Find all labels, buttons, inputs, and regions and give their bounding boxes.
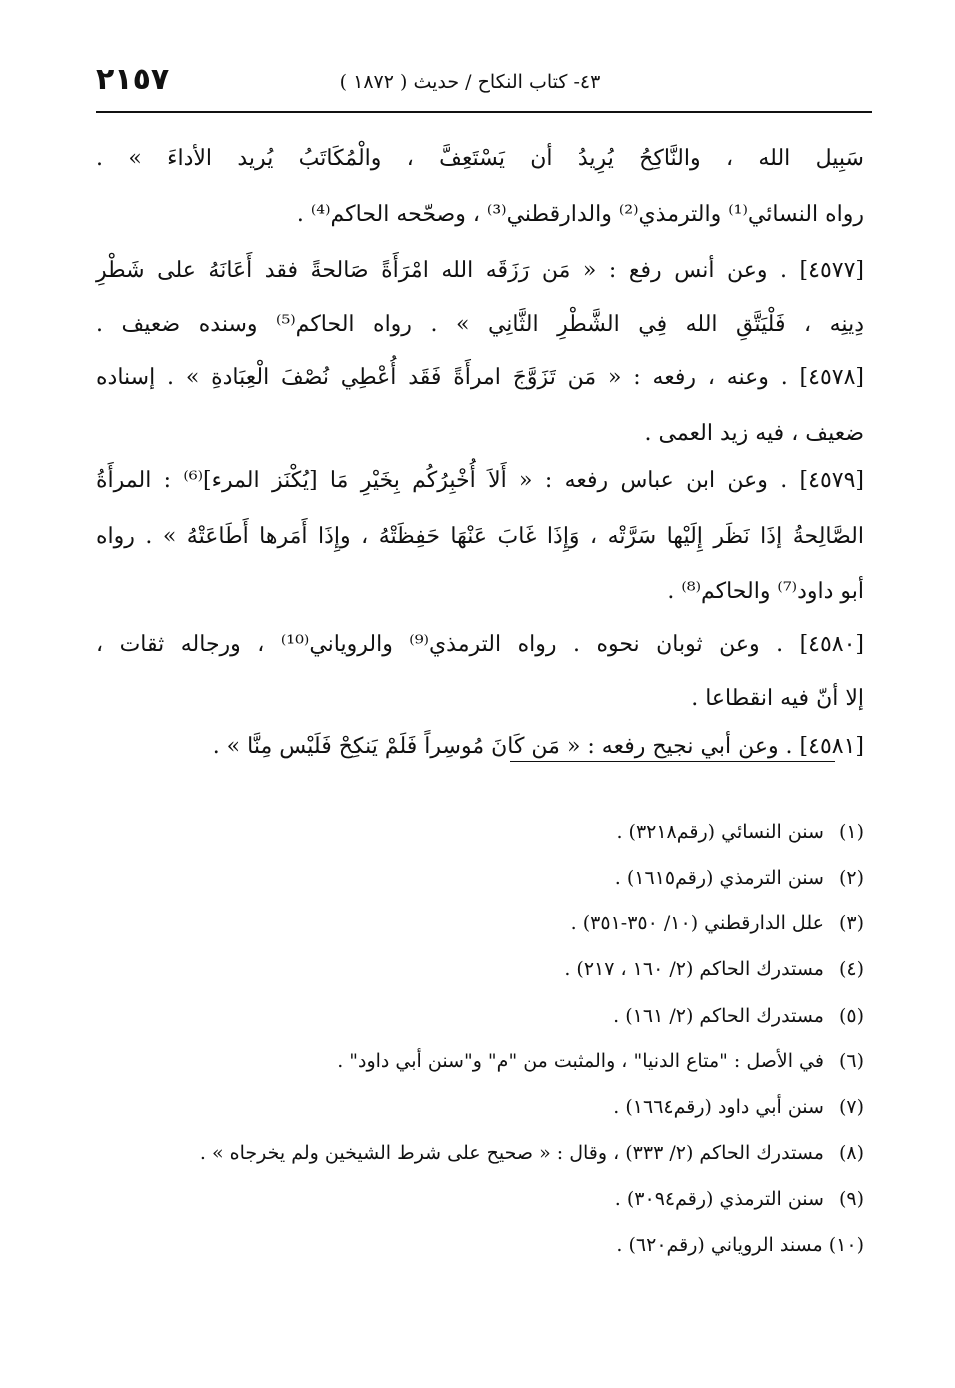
footnote-text: سنن الترمذي (رقم١٦١٥) .	[614, 867, 824, 889]
footnote	[96, 1232, 864, 1258]
body-line: [٤٥٧٧] . وعن أنس رفع : « مَن رَزَقَه الله امْرَأَةً صَالحةً فقد أَعَانَهُ على شَطْرِ	[96, 258, 864, 283]
footnote	[96, 819, 864, 845]
footnote	[96, 1140, 864, 1166]
body-line: ضعيف ، فيه زيد العمى .	[644, 421, 864, 446]
footnote-number: (٦)	[838, 1050, 864, 1072]
footnote	[96, 1094, 864, 1120]
footnote-number: (٨)	[838, 1142, 864, 1164]
footnote-number: (٥)	[838, 1005, 864, 1027]
footnote-number: (٧)	[838, 1096, 864, 1118]
footnote-text: سنن أبي داود (رقم١٦٦٤) .	[613, 1096, 824, 1118]
footnote-text: في الأصل : "متاع الدنيا" ، والمثبت من "م" و"سنن أبي داود" .	[337, 1050, 824, 1072]
body-line: [٤٥٨٠] . وعن ثوبان نحوه . رواه الترمذي⁽⁹⁾ والروياني⁽¹⁰⁾ ، ورجاله ثقات ،	[96, 632, 865, 657]
body-line: [٤٥٧٩] . وعن ابن عباس رفعه : « أَلاَ أُخْبِرُكُم بِخَيْرِ مَا [يُكْنَز المرء]⁽⁶⁾ : المرأَةُ	[96, 468, 864, 493]
footnote	[96, 1003, 864, 1029]
footnote-text: مستدرك الحاكم (٢/ ٣٣٣) ، وقال : « صحيح على شرط الشيخين ولم يخرجاه » .	[199, 1142, 824, 1164]
footnote-number: (١)	[838, 821, 864, 843]
footnote-text: مستدرك الحاكم (٢/ ١٦١) .	[613, 1005, 824, 1027]
footnote-text: مسند الروياني (رقم٦٢٠) .	[616, 1234, 823, 1256]
footnote-text: سنن النسائي (رقم٣٢١٨) .	[616, 821, 824, 843]
body-line: [٤٥٨١] . وعن أبي نجيح رفعه : « مَن كَانَ مُوسِراً فَلَمْ يَنكِحْ فَلَيْس مِنَّا » .	[212, 734, 864, 759]
footnote	[96, 910, 864, 936]
footnote-number: (٢)	[838, 867, 864, 889]
footnote-number: (١٠)	[828, 1234, 864, 1256]
body-line: أبو داود⁽⁷⁾ والحاكم⁽⁸⁾ .	[667, 579, 864, 604]
footnote	[96, 956, 864, 982]
footnote-text: سنن الترمذي (رقم٣٠٩٤) .	[614, 1188, 824, 1210]
body-line: رواه النسائي⁽¹⁾ والترمذي⁽²⁾ والدارقطني⁽³⁾ ، وصحّحه الحاكم⁽⁴⁾ .	[296, 202, 864, 227]
page-number: ٢١٥٧	[96, 62, 170, 97]
footnote	[96, 1048, 864, 1074]
footnote	[96, 865, 864, 891]
body-line: دِينِه ، فَلْيَتَّقِ الله فِي الشَّطْرِ الثَّانِي » . رواه الحاكم⁽⁵⁾ وسنده ضعيف .	[96, 312, 864, 337]
footnote	[96, 1186, 864, 1212]
footnote-separator	[510, 761, 835, 762]
body-line: إلا أنّ فيه انقطاعا .	[691, 686, 864, 711]
footnote-text: علل الدارقطني (١٠/ ٣٥٠-٣٥١) .	[570, 912, 824, 934]
footnote-number: (٤)	[838, 958, 864, 980]
footnote-number: (٣)	[838, 912, 864, 934]
footnote-text: مستدرك الحاكم (٢/ ١٦٠ ، ٢١٧) .	[564, 958, 824, 980]
header-rule	[96, 111, 872, 113]
body-line: [٤٥٧٨] . وعنه ، رفعه : « مَن تَزَوَّجَ امرأَةً فَقَد أُعْطِي نُصْفَ الْعِبَادةِ » . إسناده	[96, 365, 864, 390]
running-title: ٤٣- كتاب النكاح / حديث ( ١٨٧٢ )	[339, 71, 601, 93]
body-line: الصَّالِحةُ إذَا نَظَر إِلَيْها سَرَّتْه ، وَإِذَا غَابَ عَنْهَا حَفِظَتْهُ ، وإِذَا أَمَرها أَطَاعَتْهُ » . رواه	[96, 524, 864, 549]
body-line: سَبِيل الله ، والنَّاكِحُ يُرِيدُ أن يَسْتَعِفَّ ، والْمُكَاتَبُ يُريد الأداءَ » .	[96, 146, 864, 171]
footnote-number: (٩)	[838, 1188, 864, 1210]
